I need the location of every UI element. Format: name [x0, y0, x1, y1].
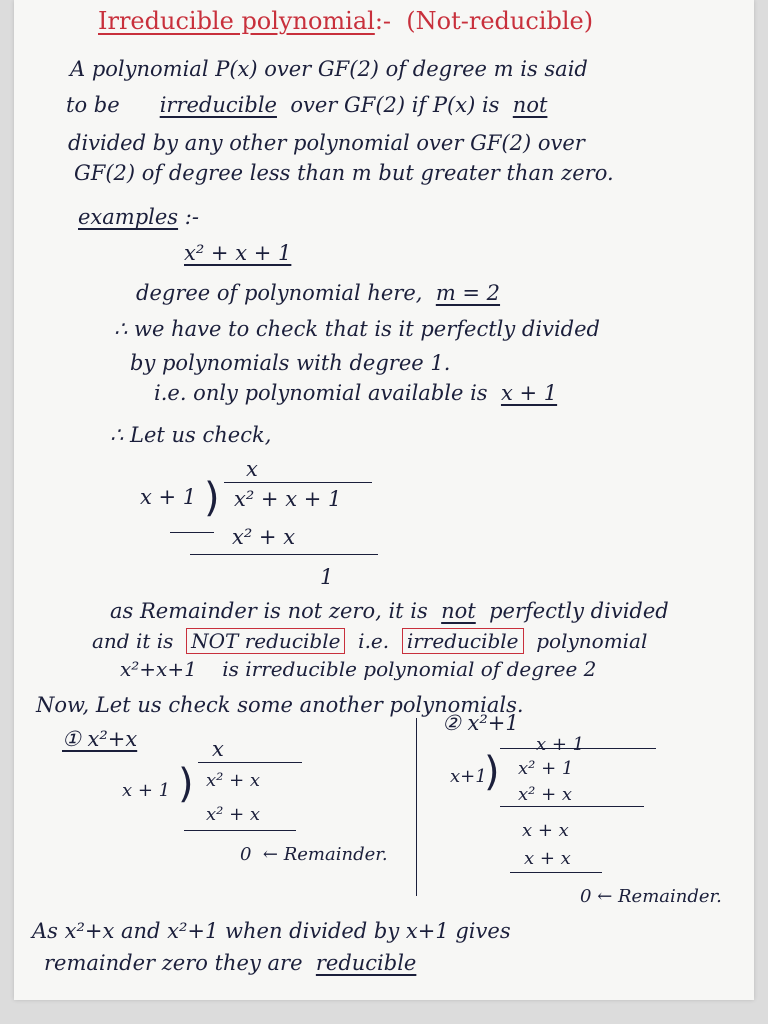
- check-line-3: [154, 380, 557, 406]
- example1-bracket: ): [178, 761, 194, 807]
- conclusion-polynomial: polynomial: [536, 629, 648, 653]
- division1-subtract: x² + x: [232, 525, 296, 549]
- example1-remainder-note: ← Remainder.: [262, 844, 388, 865]
- conclusion-line-3: [120, 656, 596, 682]
- example2-bracket: ): [484, 749, 500, 795]
- conclusion-text-a: as Remainder is not zero, it is: [110, 599, 428, 623]
- definition-line-3: divided by any other polynomial over GF(2) over: [68, 131, 585, 155]
- division1-subtract-bar: [190, 554, 378, 555]
- example1-remainder: 0: [240, 844, 252, 865]
- let-us-check: ∴ Let us check,: [110, 423, 272, 447]
- division1-quotient: x: [246, 457, 258, 481]
- final-line-2: [44, 950, 416, 976]
- example2-bar: [500, 748, 656, 749]
- conclusion-line-1: [110, 598, 669, 624]
- column-divider: [416, 718, 417, 896]
- degree-line: [136, 280, 500, 306]
- example2-quotient: x + 1: [536, 734, 585, 755]
- not-reducible-box: NOT reducible: [186, 628, 345, 654]
- title-separator: :-: [374, 7, 392, 35]
- degree-text: degree of polynomial here,: [136, 281, 423, 305]
- definition-line-1: A polynomial P(x) over GF(2) of degree m is said: [70, 57, 588, 81]
- conclusion-line-2: [92, 628, 647, 654]
- example2-divisor: x+1: [450, 766, 487, 787]
- examples-label: examples: [78, 205, 179, 229]
- definition-line-2: [66, 92, 547, 118]
- example2-remainder: 0: [580, 886, 592, 907]
- division1-tail: [170, 532, 214, 533]
- example2-remainder-row: [580, 884, 722, 910]
- example2-subtract-bar-2: [510, 872, 602, 873]
- example2-subtract-bar: [500, 806, 644, 807]
- page-title: [98, 8, 593, 34]
- notebook-page: [14, 0, 754, 1000]
- check-divisor: x + 1: [500, 381, 558, 405]
- division1-remainder: 1: [320, 565, 334, 589]
- degree-value: m = 2: [435, 281, 501, 305]
- title-paren: (Not-reducible): [406, 7, 594, 35]
- final-text: remainder zero they are: [44, 951, 303, 975]
- conclusion-poly: x²+x+1: [120, 657, 197, 681]
- example-polynomial: x² + x + 1: [184, 241, 292, 265]
- definition-line-4: GF(2) of degree less than m but greater than zero.: [74, 161, 614, 185]
- example1-divisor: x + 1: [122, 780, 171, 801]
- example1-label: ① x²+x: [62, 727, 138, 751]
- division1-divisor: x + 1: [140, 485, 197, 509]
- final-reducible: reducible: [315, 951, 417, 975]
- example2-difference: x + x: [522, 820, 569, 841]
- conclusion-and: and it is: [92, 629, 174, 653]
- conclusion-text-c: perfectly divided: [489, 599, 669, 623]
- examples-heading: [78, 204, 199, 230]
- division1-dividend: x² + x + 1: [234, 487, 342, 511]
- now-line: Now, Let us check some another polynomials.: [36, 693, 524, 717]
- example2-label: ② x²+1: [442, 711, 519, 735]
- example1-quotient: x: [212, 737, 224, 761]
- def-to-be: to be: [66, 93, 120, 117]
- conclusion-ie: i.e.: [358, 629, 390, 653]
- conclusion-degree: is irreducible polynomial of degree 2: [222, 657, 597, 681]
- example1-bar: [198, 762, 302, 763]
- conclusion-not: not: [441, 599, 476, 623]
- example2-subtract: x² + x: [518, 784, 573, 805]
- example1-subtract: x² + x: [206, 804, 261, 825]
- check-text: i.e. only polynomial available is: [154, 381, 488, 405]
- example2-remainder-note: ← Remainder.: [597, 886, 722, 907]
- example1-dividend: x² + x: [206, 770, 261, 791]
- example2-dividend: x² + 1: [518, 758, 574, 779]
- final-line-1: As x²+x and x²+1 when divided by x+1 gives: [32, 919, 511, 943]
- check-line-2: by polynomials with degree 1.: [130, 351, 451, 375]
- def-irreducible: irreducible: [159, 93, 277, 117]
- example1-remainder-row: [240, 842, 388, 868]
- check-line-1: ∴ we have to check that is it perfectly divided: [114, 317, 600, 341]
- def-not: not: [512, 93, 548, 117]
- division1-bar: [224, 482, 372, 483]
- examples-separator: :-: [184, 205, 199, 229]
- division1-bracket: ): [204, 475, 220, 521]
- example1-subtract-bar: [184, 830, 296, 831]
- title-main: Irreducible polynomial: [98, 7, 375, 35]
- example2-subtract-2: x + x: [524, 848, 571, 869]
- def-over: over GF(2) if P(x) is: [290, 93, 500, 117]
- irreducible-box: irreducible: [402, 628, 524, 654]
